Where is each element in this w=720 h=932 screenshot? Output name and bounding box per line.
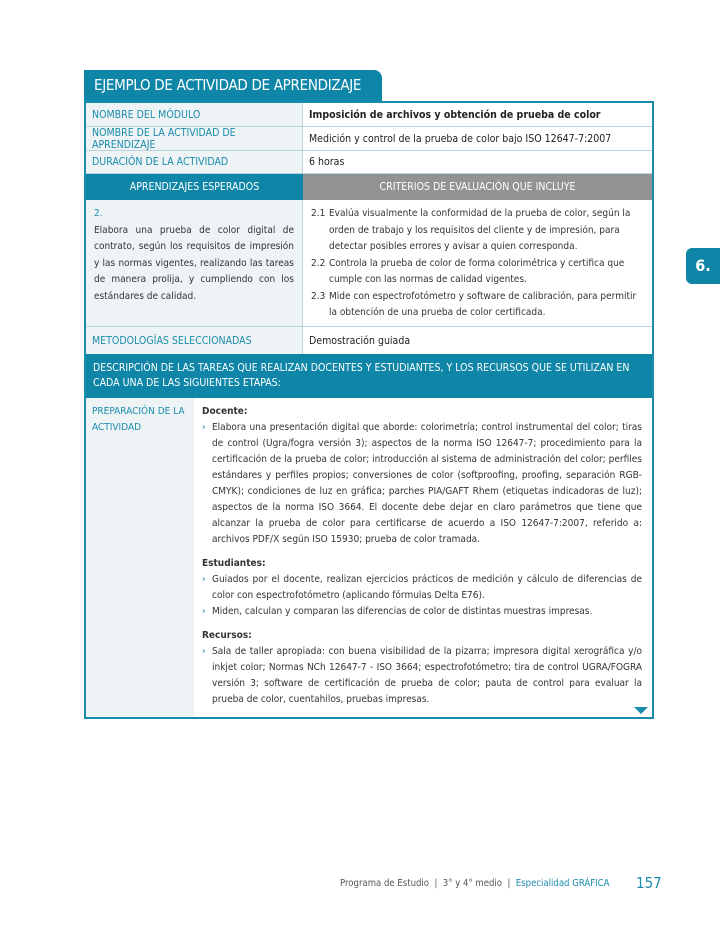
criterios-cell xyxy=(303,200,652,326)
footer-specialty: Especialidad GRÁFICA xyxy=(515,878,610,889)
continue-arrow-icon xyxy=(634,707,648,714)
criterio-number: 2.2 xyxy=(311,257,326,269)
footer-separator: | xyxy=(507,878,511,889)
module-row xyxy=(86,103,652,127)
module-label: NOMBRE DEL MÓDULO xyxy=(86,103,303,126)
bullet-icon: › xyxy=(202,574,206,585)
criterio-number: 2.1 xyxy=(311,208,326,219)
recursos-title: Recursos: xyxy=(202,630,252,641)
page-number: 157 xyxy=(636,874,662,892)
footer-program: Programa de Estudio xyxy=(340,878,430,889)
criterio-item xyxy=(311,256,644,289)
docente-item xyxy=(202,420,642,548)
module-value: Imposición de archivos y obtención de prueba de color xyxy=(309,108,601,121)
activity-title: EJEMPLO DE ACTIVIDAD DE APRENDIZAJE xyxy=(84,70,382,101)
unit-tab: 6. xyxy=(686,248,720,284)
recursos-text: Sala de taller apropiada: con buena visibilidad de la pizarra; impresora digital xerográfica y/o inkjet color; Normas NCh 12647-7 - ISO 3664; espectrofotómetro; tira de control UGRA/FOGRA versión 3; software de certificación de prueba de color; pauta de control para evaluar la prueba de color, cuentahilos, pruebas impresas. xyxy=(212,646,642,705)
criterio-text: Mide con espectrofotómetro y software de calibración, para permitir la obtención de una prueba de color certificada. xyxy=(329,290,637,318)
docente-title: Docente: xyxy=(202,406,248,417)
etapa-row xyxy=(86,398,652,717)
metodologias-row xyxy=(86,327,652,354)
criterio-item xyxy=(311,206,644,256)
aprendizajes-row xyxy=(86,200,652,327)
descripcion-header: DESCRIPCIÓN DE LAS TAREAS QUE REALIZAN DOCENTES Y ESTUDIANTES, Y LOS RECURSOS QUE SE UTILIZAN EN CADA UNA DE LAS SIGUIENTES ETAPAS: xyxy=(86,354,652,398)
bullet-icon: › xyxy=(202,646,206,657)
etapa-label: PREPARACIÓN DE LA ACTIVIDAD xyxy=(86,398,194,717)
criterio-number: 2.3 xyxy=(311,290,326,302)
duration-value: 6 horas xyxy=(309,156,345,168)
estudiantes-item xyxy=(202,604,642,620)
criterio-item xyxy=(311,289,644,322)
duration-row xyxy=(86,151,652,174)
estudiantes-title: Estudiantes: xyxy=(202,558,266,569)
footer-level: 3° y 4° medio xyxy=(442,878,503,889)
bullet-icon: › xyxy=(202,606,206,617)
footer-separator: | xyxy=(434,878,438,889)
recursos-item xyxy=(202,644,642,708)
criteria-header xyxy=(86,174,652,200)
aprendizaje-number: 2. xyxy=(94,208,103,219)
etapa-content xyxy=(194,398,652,717)
aprendizaje-text: Elabora una prueba de color digital de contrato, según los requisitos de impresión y las normas vigentes, realizando las tareas de manera prolija, y cumpliendo con los estándares de calidad. xyxy=(94,224,294,302)
activity-row xyxy=(86,127,652,151)
metodologias-value: Demostración guiada xyxy=(309,334,411,347)
estudiantes-text: Miden, calculan y comparan las diferencias de color de distintas muestras impresas. xyxy=(212,606,593,617)
estudiantes-item xyxy=(202,572,642,604)
metodologias-label: METODOLOGÍAS SELECCIONADAS xyxy=(86,327,303,354)
duration-label: DURACIÓN DE LA ACTIVIDAD xyxy=(86,151,303,173)
aprendizaje-cell xyxy=(86,200,303,326)
criterio-text: Evalúa visualmente la conformidad de la prueba de color, según la orden de trabajo y los requisitos del cliente y de impresión, para detectar posibles errores y avisar a quien corresponda. xyxy=(329,208,631,252)
criterio-text: Controla la prueba de color de forma colorimétrica y certifica que cumple con las normas de calidad vigentes. xyxy=(329,257,625,285)
activity-label: NOMBRE DE LA ACTIVIDAD DE APRENDIZAJE xyxy=(86,127,303,150)
estudiantes-text: Guiados por el docente, realizan ejercicios prácticos de medición y cálculo de diferencias de color con espectrofotómetro (aplicando fórmulas Delta E76). xyxy=(212,574,642,601)
footer xyxy=(340,878,609,889)
activity-table xyxy=(84,101,654,719)
docente-text: Elabora una presentación digital que aborde: colorimetría; control instrumental del color; tiras de control (Ugra/fogra versión 3); aspectos de la norma ISO 12647-7; procedimiento para la certificación de la prueba de color; introducción al sistema de administración del color; perfiles estándares y perfiles propios; conversiones de color (softproofing, proofing, separación RGB-CMYK); condiciones de luz en gráfica; parches PIA/GAFT Rhem (etiquetas indicadoras de luz); aspectos de la norma ISO 3664. El docente debe dejar en claro parámetros que tiene que alcanzar la prueba de color para certificarse de acuerdo a ISO 12647-7:2007, referido a: archivos PDF/X según ISO 15930; prueba de color tramada. xyxy=(212,422,642,545)
bullet-icon: › xyxy=(202,422,206,433)
activity-value: Medición y control de la prueba de color bajo ISO 12647-7:2007 xyxy=(309,132,612,145)
criterios-header: CRITERIOS DE EVALUACIÓN QUE INCLUYE xyxy=(303,174,652,200)
aprendizajes-header: APRENDIZAJES ESPERADOS xyxy=(86,174,303,200)
